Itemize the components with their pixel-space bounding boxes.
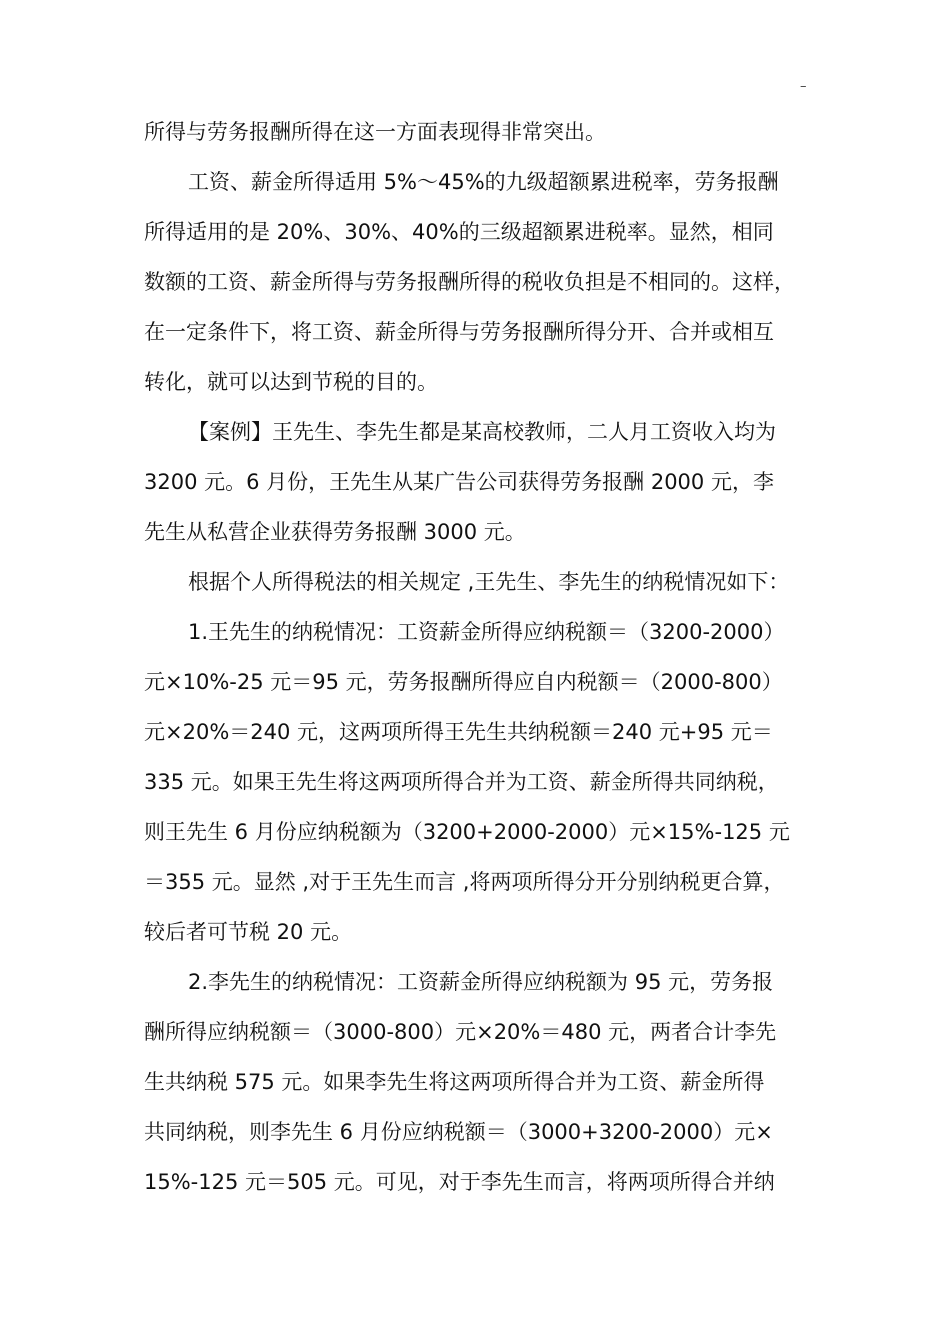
text-line: 根据个人所得税法的相关规定 ,王先生、李先生的纳税情况如下：	[188, 570, 790, 594]
text-line: 15%-125 元＝505 元。可见，对于李先生而言，将两项所得合并纳	[144, 1170, 775, 1194]
text-line: 数额的工资、薪金所得与劳务报酬所得的税收负担是不相同的。这样，	[144, 270, 795, 294]
text-line: 生共纳税 575 元。如果李先生将这两项所得合并为工资、薪金所得	[144, 1070, 765, 1094]
text-line: 【案例】王先生、李先生都是某高校教师，二人月工资收入均为	[188, 420, 776, 444]
text-line: 所得适用的是 20%、30%、40%的三级超额累进税率。显然，相同	[144, 220, 774, 244]
text-line: 元×20%＝240 元，这两项所得王先生共纳税额＝240 元+95 元＝	[144, 720, 773, 744]
text-line: 酬所得应纳税额＝（3000-800）元×20%＝480 元，两者合计李先	[144, 1020, 777, 1044]
text-line: 元×10%-25 元＝95 元，劳务报酬所得应自内税额＝（2000-800）	[144, 670, 783, 694]
text-line: 共同纳税，则李先生 6 月份应纳税额＝（3000+3200-2000）元×	[144, 1120, 773, 1144]
text-line: 335 元。如果王先生将这两项所得合并为工资、薪金所得共同纳税，	[144, 770, 779, 794]
text-line: 先生从私营企业获得劳务报酬 3000 元。	[144, 520, 526, 544]
text-line: 1.王先生的纳税情况：工资薪金所得应纳税额＝（3200-2000）	[188, 620, 785, 644]
document-body	[144, 107, 824, 1207]
text-line: 2.李先生的纳税情况：工资薪金所得应纳税额为 95 元，劳务报	[188, 970, 774, 994]
page-mark: –	[800, 79, 807, 94]
text-line: 转化，就可以达到节税的目的。	[144, 370, 438, 394]
text-line: 所得与劳务报酬所得在这一方面表现得非常突出。	[144, 120, 606, 144]
text-line: 3200 元。6 月份，王先生从某广告公司获得劳务报酬 2000 元，李	[144, 470, 774, 494]
text-line: 较后者可节税 20 元。	[144, 920, 353, 944]
text-line: ＝355 元。显然 ,对于王先生而言 ,将两项所得分开分别纳税更合算，	[144, 870, 785, 894]
text-line: 则王先生 6 月份应纳税额为（3200+2000-2000）元×15%-125 元	[144, 820, 790, 844]
text-line: 工资、薪金所得适用 5%～45%的九级超额累进税率，劳务报酬	[188, 170, 779, 194]
text-line: 在一定条件下，将工资、薪金所得与劳务报酬所得分开、合并或相互	[144, 320, 774, 344]
